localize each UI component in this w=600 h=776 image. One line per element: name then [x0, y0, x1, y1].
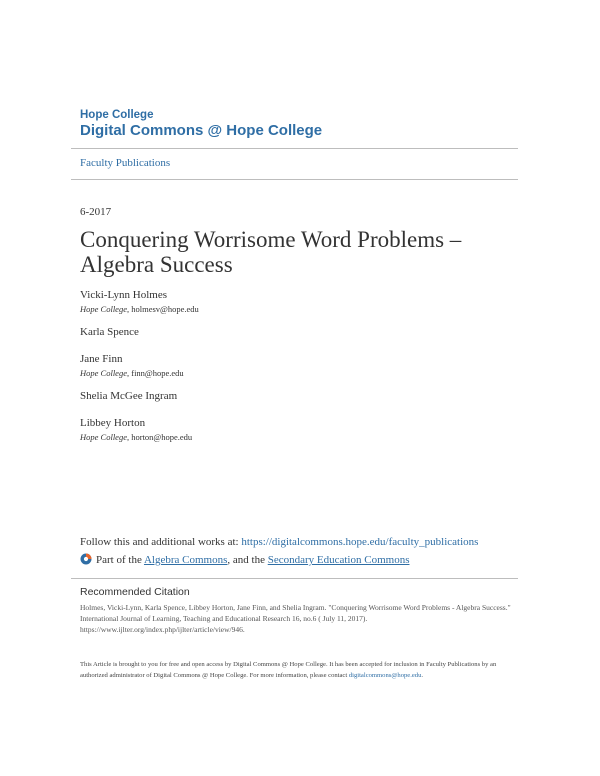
author-email[interactable]: holmesv@hope.edu	[131, 304, 199, 314]
and-text: , and the	[227, 554, 268, 566]
author-affiliation: Hope College, finn@hope.edu	[80, 368, 184, 378]
author-institution: Hope College	[80, 432, 127, 442]
footer-notice	[80, 659, 520, 681]
author-name: Jane Finn	[80, 353, 123, 365]
part-of-text: Part of the	[96, 554, 144, 566]
author-name: Libbey Horton	[80, 417, 146, 429]
author-name: Shelia McGee Ingram	[80, 390, 178, 402]
citation-text: Holmes, Vicki-Lynn, Karla Spence, Libbey Horton, Jane Finn, and Shelia Ingram. "Conquering Worrisome Word Problems - Algebra Success." International Journal of Learning, Teaching and Educational Research 16, no.6 ( July 11, 2017). https://www.ijlter.org/index.php/ijlter/article/view/946.	[80, 603, 511, 634]
header-divider-top	[71, 148, 518, 149]
institution-name[interactable]: Hope College	[80, 109, 154, 121]
footer-text: This Article is brought to you for free and open access by Digital Commons @ Hope College. It has been accepted for inclusion in Faculty Publications by an authorized administrator of Digital Commons @ Hope College. For more information, please contact	[80, 661, 497, 679]
contact-email-link[interactable]: digitalcommons@hope.edu	[348, 672, 422, 679]
author-affiliation: Hope College, holmesv@hope.edu	[80, 304, 199, 314]
collection-url-link[interactable]: https://digitalcommons.hope.edu/faculty_publications	[241, 536, 479, 548]
header-divider-bottom	[71, 179, 518, 180]
footer-end: .	[421, 672, 424, 679]
author-institution: Hope College	[80, 368, 127, 378]
author-name: Vicki-Lynn Holmes	[80, 289, 168, 301]
secondary-education-commons-link[interactable]: Secondary Education Commons	[267, 554, 410, 566]
publication-date: 6-2017	[80, 206, 112, 218]
author-institution: Hope College	[80, 304, 127, 314]
author-email[interactable]: horton@hope.edu	[131, 432, 193, 442]
repository-name[interactable]: Digital Commons @ Hope College	[80, 122, 323, 139]
citation-divider	[71, 578, 518, 579]
author-affiliation: Hope College, horton@hope.edu	[80, 432, 193, 442]
follow-text: Follow this and additional works at:	[80, 536, 242, 548]
paper-title: Conquering Worrisome Word Problems – Algebra Success	[80, 227, 462, 277]
network-logo-icon	[80, 553, 92, 565]
follow-line	[80, 536, 478, 548]
author-email[interactable]: finn@hope.edu	[131, 368, 184, 378]
part-of-line	[80, 553, 409, 566]
recommended-citation-heading: Recommended Citation	[80, 586, 190, 598]
author-name: Karla Spence	[80, 326, 139, 338]
series-link[interactable]: Faculty Publications	[80, 157, 171, 169]
algebra-commons-link[interactable]: Algebra Commons	[143, 554, 228, 566]
